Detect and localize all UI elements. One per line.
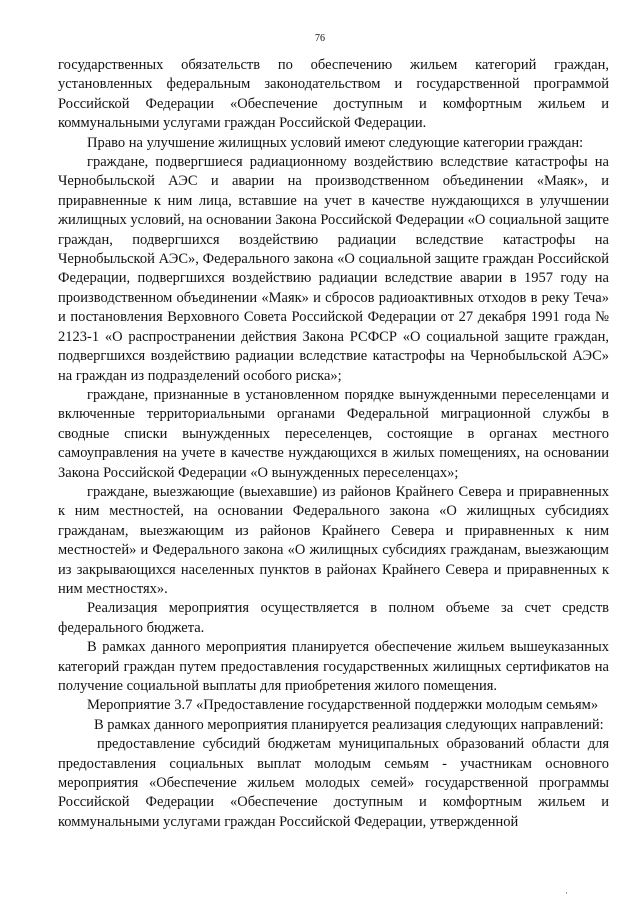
paragraph-forced-migrants: граждане, признанные в установленном порядке вынужденными переселенцами и включенные территориальными органами Федеральной миграционной службы в сводные списки вынужденных переселенцев, состоящие в органах местного самоуправления на учете в качестве нуждающихся в жилых помещениях, на основании Закона Российской Федерации «О вынужденных переселенцах»;	[58, 386, 609, 481]
paragraph-far-north: граждане, выезжающие (выехавшие) из районов Крайнего Севера и приравненных к ним местностей, на основании Федерального закона «О жилищных субсидиях гражданам, выезжающим из районов Крайнего Севера и приравненных к ним местностей» и Федерального закона «О жилищных субсидиях гражданам, выезжающим из закрывающихся населенных пунктов в районах Крайнего Севера и приравненных к ним местностях».	[58, 483, 609, 597]
paragraph-right-to-improve: Право на улучшение жилищных условий имеют следующие категории граждан:	[87, 134, 584, 151]
body-text	[58, 56, 609, 832]
paragraph-state-obligations: государственных обязательств по обеспечению жильем категорий граждан, установленных федеральным законодательством и государственной программой Российской Федерации «Обеспечение доступным и комфортным жильем и коммунальными услугами граждан Российской Федерации.	[58, 57, 609, 132]
paragraph-housing-certificates: В рамках данного мероприятия планируется обеспечение жильем вышеуказанных категорий граждан путем предоставления государственных жилищных сертификатов на получение социальной выплаты для приобретения жилого помещения.	[58, 639, 609, 694]
scan-artifact-mark: ·	[565, 888, 568, 898]
paragraph-directions-intro: В рамках данного мероприятия планируется реализация следующих направлений:	[94, 716, 604, 733]
paragraph-radiation-victims: граждане, подвергшиеся радиационному воздействию вследствие катастрофы на Чернобыльской АЭС и аварии на производственном объединении «Маяк», и приравненные к ним лица, вставшие на учет в качестве нуждающихся в улучшении жилищных условий, на основании Закона Российской Федерации «О социальной защите граждан, подвергшихся воздействию радиации вследствие катастрофы на Чернобыльской АЭС», Федерального закона «О социальной защите граждан Российской Федерации, подвергшихся воздействию радиации вследствие аварии в 1957 году на производственном объединении «Маяк» и сбросов радиоактивных отходов в реку Теча» и постановления Верховного Совета Российской Федерации от 27 декабря 1991 года № 2123-1 «О распространении действия Закона РСФСР «О социальной защите граждан, подвергшихся воздействию радиации вследствие катастрофы на Чернобыльской АЭС» на граждан из подразделений особого риска»;	[58, 154, 609, 384]
paragraph-measure-3-7-heading: Мероприятие 3.7 «Предоставление государственной поддержки молодым семьям»	[87, 697, 599, 714]
page-number: 76	[315, 33, 325, 44]
paragraph-subsidies-young-families: предоставление субсидий бюджетам муниципальных образований области для предоставления социальных выплат молодым семьям - участникам основного мероприятия «Обеспечение жильем молодых семей» государственной программы Российской Федерации «Обеспечение доступным и комфортным жильем и коммунальными услугами граждан Российской Федерации, утвержденной	[58, 736, 609, 830]
paragraph-federal-budget: Реализация мероприятия осуществляется в полном объеме за счет средств федерального бюджета.	[58, 600, 609, 636]
